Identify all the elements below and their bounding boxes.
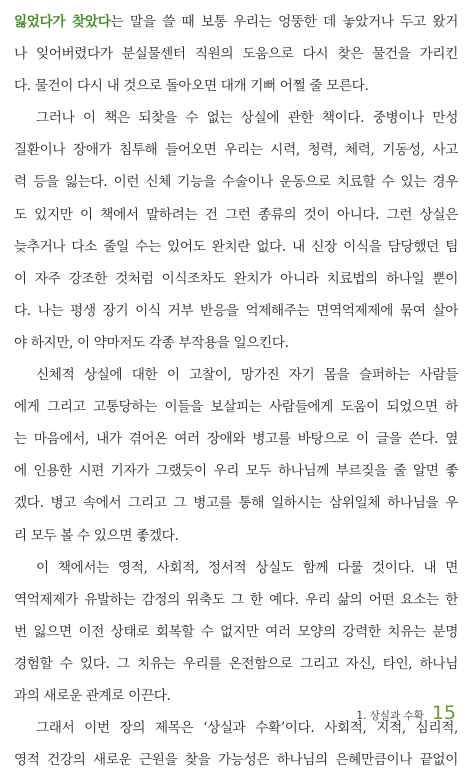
text-line: 에 인용한 시편 기자가 그랬듯이 우리 모두 하나님께 부르짖을 줄 알면 좋 bbox=[14, 463, 458, 480]
text-line: 영적 건강의 새로운 근원을 찾을 가능성은 하나님의 은혜만큼이나 끝없이 bbox=[14, 752, 458, 769]
text-line: 는 마음에서, 내가 겪어온 여러 장애와 병고를 바탕으로 이 글을 쓴다. 옆 bbox=[14, 431, 458, 448]
text-line: 질환이나 장애가 침투해 들어오면 우리는 시력, 청력, 체력, 기동성, 사고 bbox=[14, 142, 458, 159]
text-line-rest: 는 말을 쓸 때 보통 우리는 엉뚱한 데 놓았거나 두고 왔거 bbox=[110, 14, 458, 30]
text-line: 번 잃으면 이전 상태로 회복할 수 없지만 여러 모양의 강력한 치유는 분명 bbox=[14, 623, 458, 640]
text-line bbox=[14, 6, 458, 38]
highlighted-phrase: 잃었다가 찾았다 bbox=[14, 14, 111, 30]
text-line: 다. 물건이 다시 내 것으로 돌아오면 대개 기뻐 어쩔 줄 모른다. bbox=[14, 78, 369, 95]
text-line: 도 있지만 이 책에서 말하려는 건 그런 종류의 것이 아니다. 그런 상실은 bbox=[14, 206, 458, 223]
text-line: 력 등을 잃는다. 이런 신체 기능을 수술이나 운동으로 치료할 수 있는 경우 bbox=[14, 174, 458, 191]
text-line: 그래서 이번 장의 제목은 ‘상실과 수확’이다. 사회적, 지적, 심리적, bbox=[36, 720, 458, 737]
text-line: 이 자주 강조한 것처럼 이식조차도 완치가 아니라 치료법의 하나일 뿐이 bbox=[14, 270, 458, 287]
text-line: 리 모두 볼 수 있으면 좋겠다. bbox=[14, 527, 179, 544]
text-line: 겠다. 병고 속에서 그리고 그 병고를 통해 일하시는 삼위일체 하나님을 우 bbox=[14, 495, 458, 512]
text-line: 야 하지만, 이 약마저도 각종 부작용을 일으킨다. bbox=[14, 334, 289, 351]
text-line: 그러나 이 책은 되찾을 수 없는 상실에 관한 책이다. 중병이나 만성 bbox=[36, 110, 458, 127]
text-line: 나 잊어버렸다가 분실물센터 직원의 도움으로 다시 찾은 물건을 가리킨 bbox=[14, 46, 458, 63]
text-line: 에게 그리고 고통당하는 이들을 보살피는 사람들에게 도움이 되었으면 하 bbox=[14, 399, 458, 416]
text-line: 이 책에서는 영적, 사회적, 정서적 상실도 함께 다룰 것이다. 내 면 bbox=[36, 559, 458, 576]
text-line: 역억제제가 유발하는 감정의 위축도 그 한 예다. 우리 삶의 어떤 요소는 한 bbox=[14, 591, 458, 608]
text-line: 과의 새로운 관계로 이끈다. bbox=[14, 687, 171, 704]
chapter-title: 1. 상실과 수확 bbox=[356, 710, 424, 722]
text-line: 신체적 상실에 대한 이 고찰이, 망가진 자기 몸을 슬퍼하는 사람들 bbox=[36, 367, 458, 384]
text-line: 경험할 수 있다. 그 치유는 우리를 온전함으로 그리고 자신, 타인, 하나님 bbox=[14, 655, 458, 672]
page-footer bbox=[356, 702, 456, 724]
page-number: 15 bbox=[431, 702, 456, 724]
text-line: 늦추거나 다소 줄일 수는 있어도 완치란 없다. 내 신장 이식을 담당했던 팀 bbox=[14, 238, 458, 255]
body-text bbox=[14, 6, 458, 776]
text-line: 다. 나는 평생 장기 이식 거부 반응을 억제해주는 면역억제제에 묶여 살아 bbox=[14, 302, 458, 319]
